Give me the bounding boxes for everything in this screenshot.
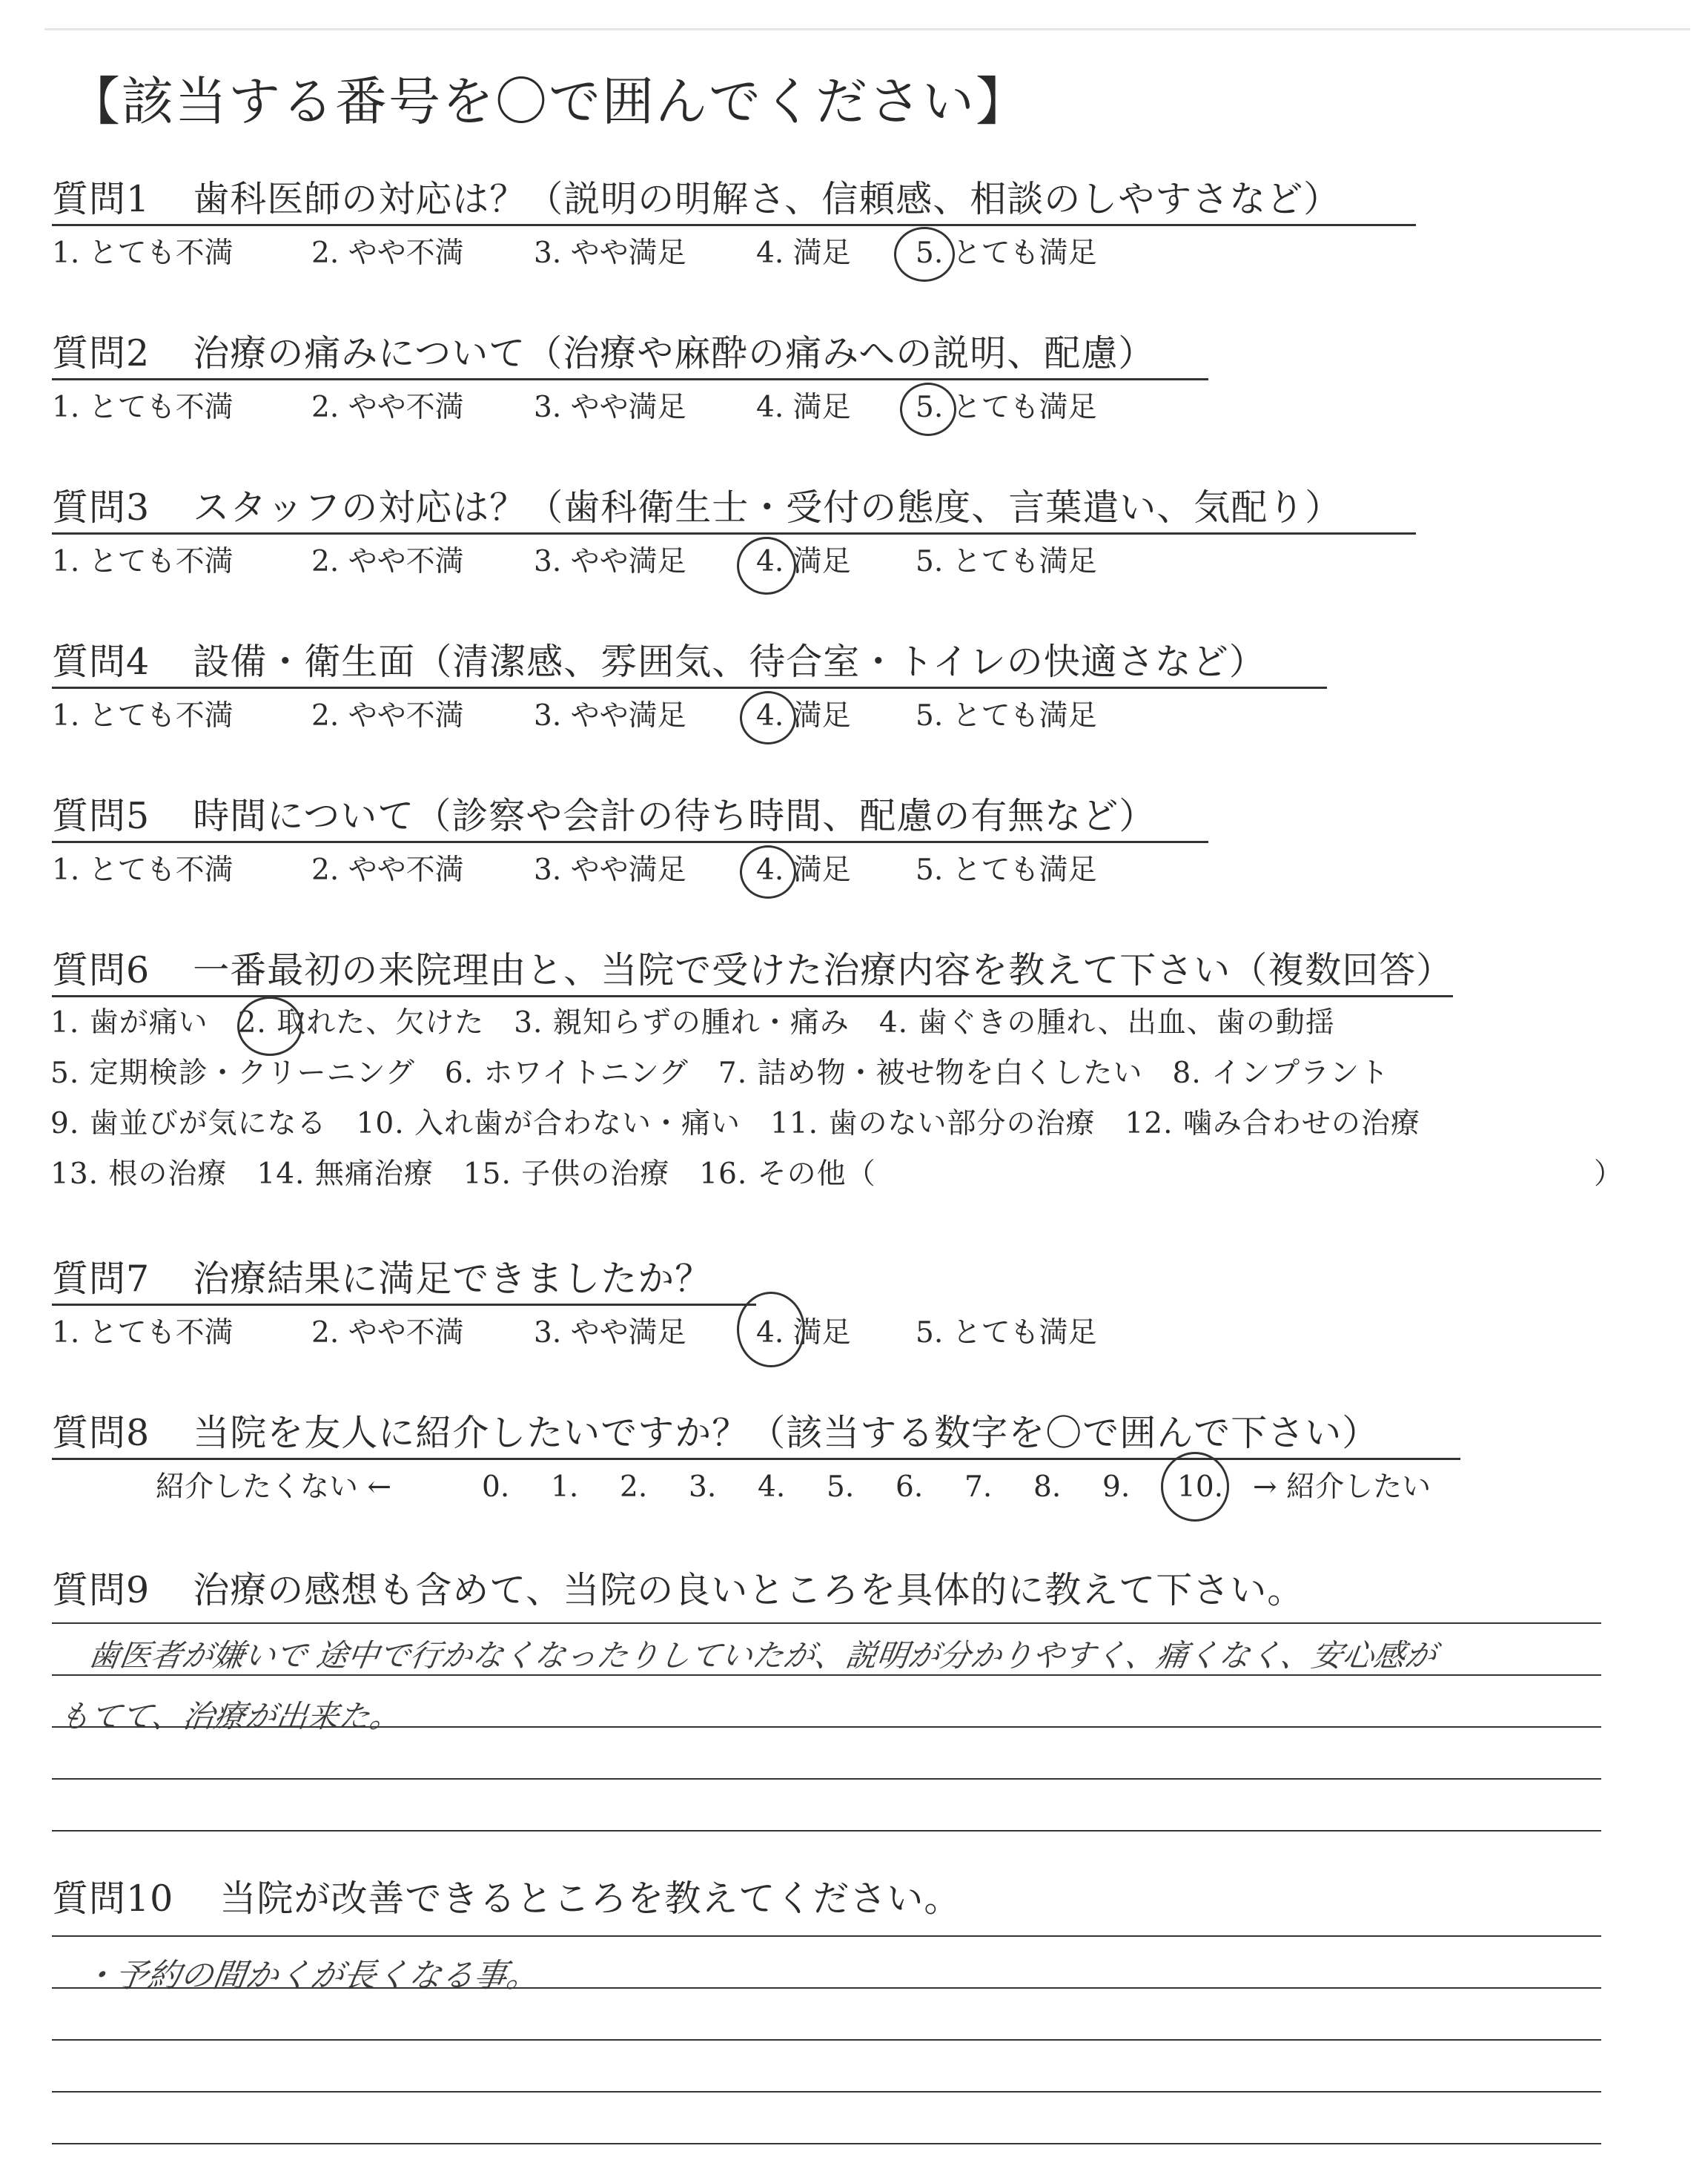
option-4[interactable]: 4. 満足 (756, 545, 851, 578)
question-underline (52, 841, 1208, 843)
scale-6[interactable]: 6. (896, 1470, 924, 1504)
question-number: 質問9 (52, 1569, 150, 1611)
option-3[interactable]: 3. やや満足 (534, 1316, 686, 1350)
selected-circle-mark (894, 227, 955, 282)
reason-options-row-4[interactable]: 13. 根の治療 14. 無痛治療 15. 子供の治療 16. その他（ (50, 1157, 876, 1191)
option-2[interactable]: 2. やや不満 (311, 1316, 464, 1350)
question-number: 質問8 (52, 1412, 150, 1454)
writing-line (52, 2039, 1601, 2041)
scale-8[interactable]: 8. (1033, 1470, 1062, 1504)
option-1[interactable]: 1. とても不満 (52, 1316, 234, 1350)
handwritten-answer-line-1[interactable]: ・予約の間かくが長くなる事。 (79, 1957, 542, 1995)
question-number: 質問10 (52, 1877, 174, 1920)
option-1[interactable]: 1. とても不満 (52, 237, 234, 270)
question-7 (52, 1258, 712, 1300)
question-text: 治療の感想も含めて、当院の良いところを具体的に教えて下さい。 (193, 1569, 1305, 1611)
option-4[interactable]: 4. 満足 (756, 1316, 851, 1350)
scale-5[interactable]: 5. (827, 1470, 855, 1504)
option-2[interactable]: 2. やや不満 (311, 699, 464, 733)
scan-top-edge (44, 28, 1690, 30)
scale-right-label: → 紹介したい (1253, 1470, 1431, 1504)
writing-line (52, 2091, 1601, 2093)
question-underline (52, 532, 1416, 535)
question-text: 一番最初の来院理由と、当院で受けた治療内容を教えて下さい（複数回答） (193, 949, 1454, 991)
other-close-paren: ） (1594, 1157, 1624, 1191)
question-text: 時間について（診察や会計の待ち時間、配慮の有無など） (193, 795, 1156, 837)
question-6 (52, 949, 1454, 991)
question-10 (52, 1877, 961, 1920)
scale-1[interactable]: 1. (551, 1470, 579, 1504)
option-1[interactable]: 1. とても不満 (52, 853, 234, 887)
scale-7[interactable]: 7. (964, 1470, 993, 1504)
scale-2[interactable]: 2. (620, 1470, 648, 1504)
question-number: 質問7 (52, 1258, 150, 1300)
selected-circle-mark (1161, 1452, 1229, 1522)
option-5[interactable]: 5. とても満足 (916, 853, 1097, 887)
writing-line (52, 1778, 1601, 1780)
scale-9[interactable]: 9. (1102, 1470, 1131, 1504)
selected-circle-mark (740, 845, 796, 899)
question-number: 質問6 (52, 949, 150, 991)
question-underline (52, 687, 1327, 689)
selected-circle-mark (900, 383, 956, 436)
option-2[interactable]: 2. やや不満 (311, 391, 464, 424)
instruction-heading: 【該当する番号を〇で囲んでください】 (68, 71, 1029, 132)
question-text: 歯科医師の対応は？（説明の明解さ、信頼感、相談のしやすさなど） (193, 178, 1341, 220)
question-5 (52, 795, 1156, 837)
question-4 (52, 641, 1266, 683)
question-1 (52, 178, 1341, 220)
writing-line (52, 1622, 1601, 1624)
option-4[interactable]: 4. 満足 (756, 237, 851, 270)
selected-circle-mark (237, 997, 302, 1056)
writing-line (52, 1935, 1601, 1937)
selected-circle-mark (737, 1292, 805, 1367)
option-2[interactable]: 2. やや不満 (311, 237, 464, 270)
question-text: 設備・衛生面（清潔感、雰囲気、待合室・トイレの快適さなど） (193, 641, 1266, 683)
question-3 (52, 486, 1343, 529)
option-1[interactable]: 1. とても不満 (52, 699, 234, 733)
option-1[interactable]: 1. とても不満 (52, 391, 234, 424)
writing-line (52, 1830, 1601, 1832)
scale-4[interactable]: 4. (758, 1470, 786, 1504)
question-number: 質問2 (52, 332, 150, 374)
scale-0[interactable]: 0. (482, 1470, 510, 1504)
option-3[interactable]: 3. やや満足 (534, 853, 686, 887)
question-underline (52, 1304, 756, 1306)
option-2[interactable]: 2. やや不満 (311, 545, 464, 578)
scale-left-label: 紹介したくない ← (156, 1470, 392, 1504)
selected-circle-mark (737, 537, 796, 595)
question-2 (52, 332, 1156, 374)
reason-options-row-2[interactable]: 5. 定期検診・クリーニング 6. ホワイトニング 7. 詰め物・被せ物を白くしたい 8. インプラント (50, 1057, 1390, 1090)
option-3[interactable]: 3. やや満足 (534, 699, 686, 733)
handwritten-answer-line-2[interactable]: もてて、治療が出来た。 (56, 1698, 404, 1734)
question-8 (52, 1412, 1380, 1454)
reason-options-row-1[interactable]: 1. 歯が痛い 2. 取れた、欠けた 3. 親知らずの腫れ・痛み 4. 歯ぐきの腫れ、出血、歯の動揺 (50, 1006, 1335, 1040)
question-number: 質問5 (52, 795, 150, 837)
question-number: 質問1 (52, 178, 150, 220)
option-2[interactable]: 2. やや不満 (311, 853, 464, 887)
option-1[interactable]: 1. とても不満 (52, 545, 234, 578)
question-underline (52, 224, 1416, 226)
option-5[interactable]: 5. とても満足 (916, 699, 1097, 733)
question-text: 治療の痛みについて（治療や麻酔の痛みへの説明、配慮） (193, 332, 1156, 374)
option-3[interactable]: 3. やや満足 (534, 237, 686, 270)
question-text: 治療結果に満足できましたか？ (193, 1258, 712, 1300)
option-5[interactable]: 5. とても満足 (916, 545, 1097, 578)
scale-10[interactable]: 10. (1177, 1470, 1224, 1504)
question-text: 当院が改善できるところを教えてください。 (219, 1877, 961, 1920)
reason-options-row-3[interactable]: 9. 歯並びが気になる 10. 入れ歯が合わない・痛い 11. 歯のない部分の治療 12. 噛み合わせの治療 (50, 1107, 1420, 1140)
option-3[interactable]: 3. やや満足 (534, 391, 686, 424)
scale-3[interactable]: 3. (689, 1470, 717, 1504)
writing-line (52, 2143, 1601, 2144)
option-3[interactable]: 3. やや満足 (534, 545, 686, 578)
question-number: 質問3 (52, 486, 150, 529)
option-5[interactable]: 5. とても満足 (916, 391, 1097, 424)
question-underline (52, 1458, 1460, 1460)
option-5[interactable]: 5. とても満足 (916, 237, 1097, 270)
question-text: 当院を友人に紹介したいですか？（該当する数字を〇で囲んで下さい） (193, 1412, 1380, 1454)
handwritten-answer-line-1[interactable]: 歯医者が嫌いで 途中で行かなくなったりしていたが、説明が分かりやすく、痛くなく、安心感が (86, 1637, 1439, 1674)
question-number: 質問4 (52, 641, 150, 683)
question-underline (52, 378, 1208, 380)
option-4[interactable]: 4. 満足 (756, 699, 851, 733)
question-text: スタッフの対応は？（歯科衛生士・受付の態度、言葉遣い、気配り） (193, 486, 1343, 529)
option-4[interactable]: 4. 満足 (756, 853, 851, 887)
option-4[interactable]: 4. 満足 (756, 391, 851, 424)
option-5[interactable]: 5. とても満足 (916, 1316, 1097, 1350)
selected-circle-mark (740, 691, 796, 744)
question-9 (52, 1569, 1305, 1611)
